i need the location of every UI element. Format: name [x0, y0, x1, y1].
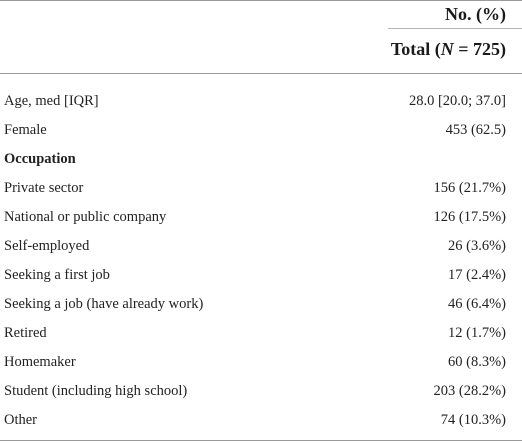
header-bottom-rule — [0, 73, 522, 74]
row-value: 46 (6.4%) — [448, 296, 506, 312]
row-label: Private sector — [4, 180, 84, 196]
row-value: 453 (62.5) — [445, 122, 506, 138]
row-value: 60 (8.3%) — [448, 354, 506, 370]
row-value: 26 (3.6%) — [448, 238, 506, 254]
row-value: 28.0 [20.0; 37.0] — [408, 93, 506, 109]
row-label: Homemaker — [4, 354, 76, 370]
table-row — [0, 377, 522, 405]
table-row — [0, 145, 522, 173]
table-row — [0, 116, 522, 144]
section-label-occupation: Occupation — [4, 151, 76, 167]
table-row — [0, 87, 522, 115]
row-value: 74 (10.3%) — [440, 412, 506, 428]
table-row — [0, 406, 522, 434]
table-bottom-rule — [0, 440, 522, 441]
row-value: 203 (28.2%) — [433, 383, 506, 399]
row-value: 156 (21.7%) — [433, 180, 506, 196]
table-row — [0, 203, 522, 231]
row-label: Retired — [4, 325, 47, 341]
column-header-no-percent: No. (%) — [445, 4, 506, 24]
column-header-total — [391, 39, 506, 60]
row-label: Female — [4, 122, 47, 138]
table-row — [0, 232, 522, 260]
table-top-rule — [0, 0, 522, 1]
table-row — [0, 290, 522, 318]
row-label: Age, med [IQR] — [4, 93, 99, 109]
row-label: Student (including high school) — [4, 383, 188, 399]
row-label: Other — [4, 412, 38, 428]
table-row — [0, 319, 522, 347]
total-n-symbol: N — [440, 39, 454, 59]
row-label: National or public company — [4, 209, 167, 225]
table-row — [0, 348, 522, 376]
row-value: 12 (1.7%) — [448, 325, 506, 341]
table-row — [0, 261, 522, 289]
total-suffix: = 725) — [453, 39, 506, 59]
total-prefix: Total ( — [390, 39, 441, 59]
row-value: 17 (2.4%) — [448, 267, 506, 283]
row-label: Seeking a job (have already work) — [4, 296, 204, 312]
header-mid-rule — [388, 28, 522, 29]
row-value: 126 (17.5%) — [433, 209, 506, 225]
row-label: Self-employed — [4, 238, 90, 254]
table-row — [0, 174, 522, 202]
row-label: Seeking a first job — [4, 267, 110, 283]
